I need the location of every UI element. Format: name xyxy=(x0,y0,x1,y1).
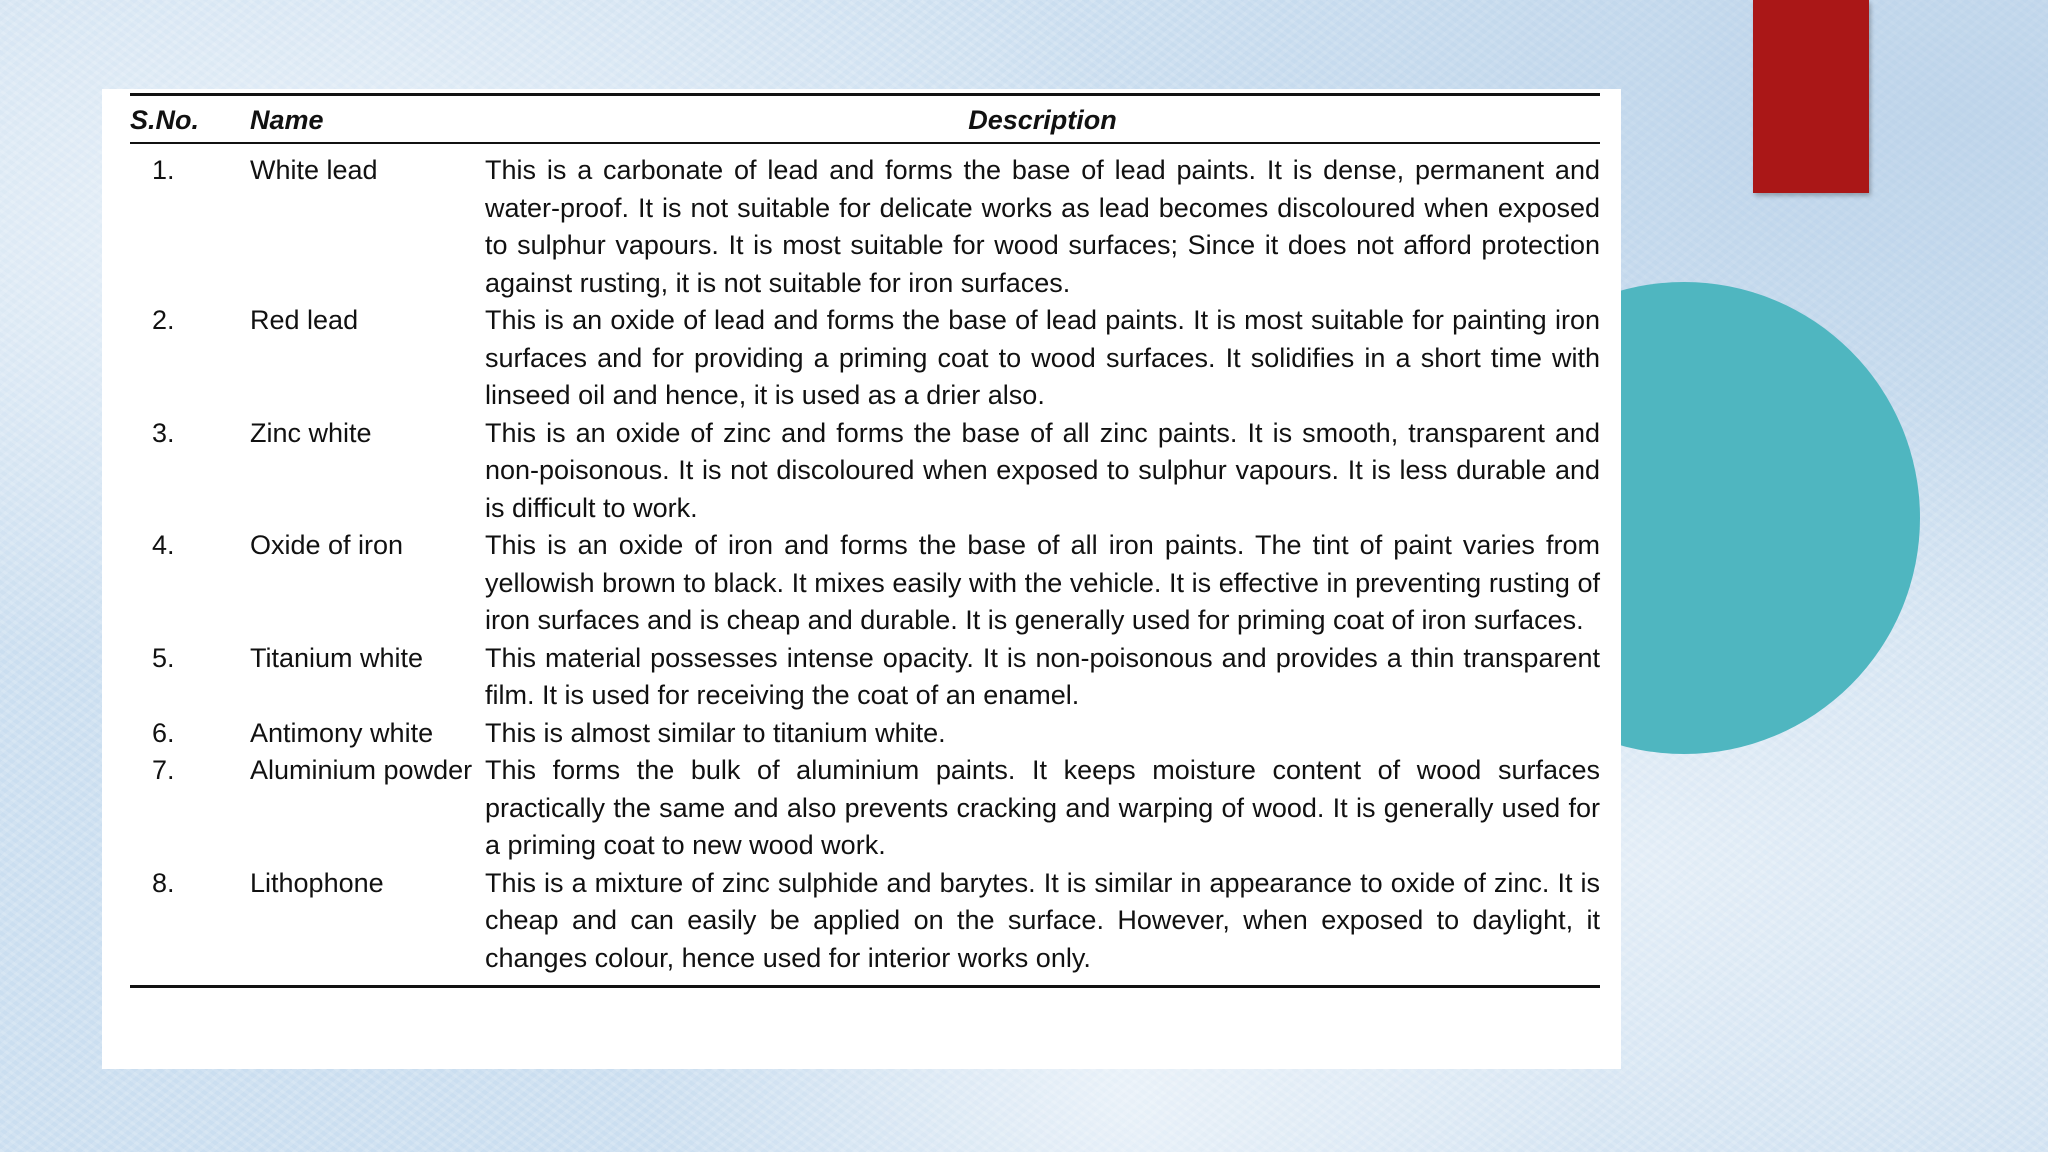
row-description: This is an oxide of zinc and forms the base of all zinc paints. It is smooth, transparent and non-poisonous. It is not discoloured when exposed to sulphur vapours. It is less durable and is difficult to work. xyxy=(485,417,1600,523)
row-sno: 3. xyxy=(152,417,175,448)
table-row xyxy=(130,302,1600,415)
row-sno: 1. xyxy=(152,155,175,185)
table-row xyxy=(130,715,1600,753)
row-name: Titanium white xyxy=(250,642,424,673)
header-sno: S.No. xyxy=(130,95,250,144)
table-header-row xyxy=(130,95,1600,144)
pigments-table xyxy=(130,93,1600,988)
table-row xyxy=(130,415,1600,528)
row-name: White lead xyxy=(250,155,378,185)
table-row xyxy=(130,527,1600,640)
row-name: Red lead xyxy=(250,305,359,335)
row-name: Oxide of iron xyxy=(250,530,404,560)
row-name: Zinc white xyxy=(250,417,372,448)
table-row xyxy=(130,865,1600,987)
row-description: This is an oxide of lead and forms the base of lead paints. It is most suitable for painting iron surfaces and for providing a priming coat to wood surfaces. It solidifies in a short time with linseed oil and hence, it is used as a drier also. xyxy=(485,305,1600,410)
table-row xyxy=(130,143,1600,302)
row-sno: 4. xyxy=(152,530,175,560)
row-description: This is a carbonate of lead and forms the base of lead paints. It is dense, permanent and water-proof. It is not suitable for delicate works as lead becomes discoloured when exposed to sulphur vapours. It is most suitable for wood surfaces; Since it does not afford protection against rusting, it is not suitable for iron surfaces. xyxy=(485,155,1600,298)
header-description: Description xyxy=(485,95,1600,144)
table-row xyxy=(130,640,1600,715)
row-description: This forms the bulk of aluminium paints. It keeps moisture content of wood surfaces practically the same and also prevents cracking and warping of wood. It is generally used for a priming coat to new wood work. xyxy=(485,755,1600,860)
row-sno: 5. xyxy=(152,642,175,673)
pigment-table-panel xyxy=(102,89,1621,1069)
row-sno: 2. xyxy=(152,305,175,335)
row-description: This material possesses intense opacity. It is non-poisonous and provides a thin transparent film. It is used for receiving the coat of an enamel. xyxy=(485,642,1600,710)
row-description: This is almost similar to titanium white. xyxy=(485,717,946,748)
row-name: Aluminium powder xyxy=(250,755,473,785)
header-name: Name xyxy=(250,95,485,144)
row-sno: 7. xyxy=(152,755,175,785)
row-description: This is an oxide of iron and forms the base of all iron paints. The tint of paint varies from yellowish brown to black. It mixes easily with the vehicle. It is effective in preventing rusting of iron surfaces and is cheap and durable. It is generally used for priming coat of iron surfaces. xyxy=(485,530,1600,635)
row-sno: 6. xyxy=(152,717,175,748)
red-banner-decoration xyxy=(1753,0,1869,193)
row-description: This is a mixture of zinc sulphide and barytes. It is similar in appearance to oxide of zinc. It is cheap and can easily be applied on the surface. However, when exposed to daylight, it changes colour, hence used for interior works only. xyxy=(485,865,1600,987)
table-row xyxy=(130,752,1600,865)
row-sno: 8. xyxy=(130,865,250,987)
row-name: Antimony white xyxy=(250,717,434,748)
row-name: Lithophone xyxy=(250,865,485,987)
